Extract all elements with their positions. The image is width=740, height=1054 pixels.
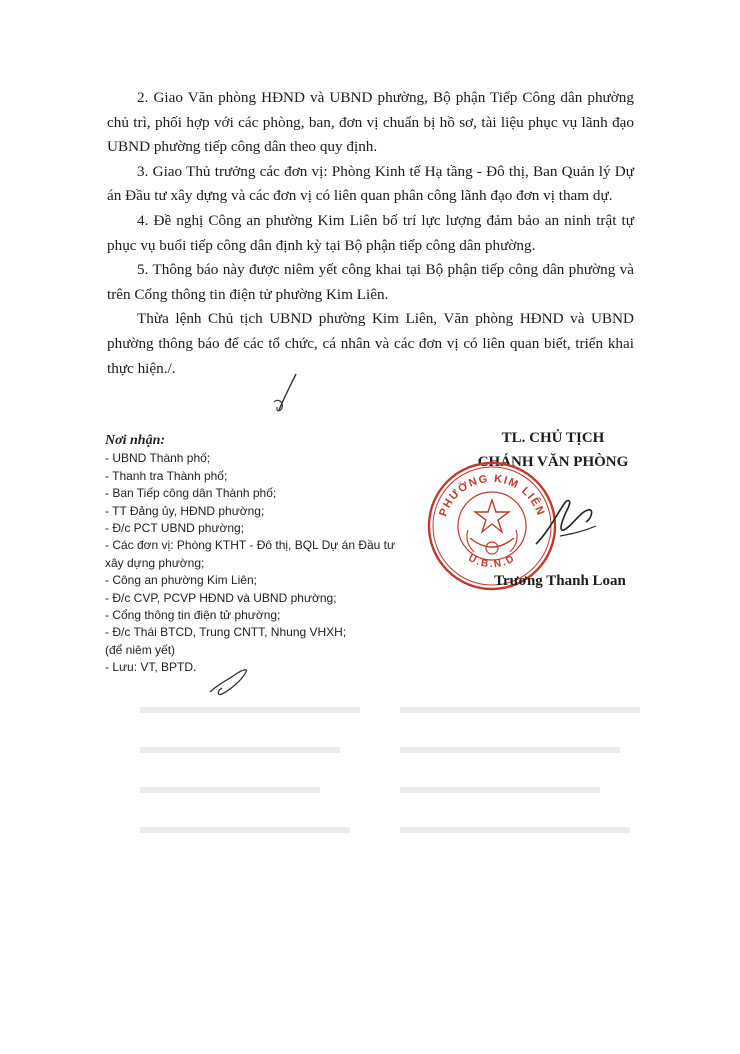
- recipient-item: - Đ/c CVP, PCVP HĐND và UBND phường;: [105, 590, 337, 605]
- seal-text-top: PHƯỜNG KIM LIÊN: [437, 472, 547, 519]
- svg-text:U.B.N.D: [466, 553, 517, 571]
- paragraph-3: 3. Giao Thủ trưởng các đơn vị: Phòng Kinh tế Hạ tầng - Đô thị, Ban Quản lý Dự án Đầu tư xây dựng và các đơn vị có liên quan phân công lãnh đạo đơn vị tham dự.: [107, 162, 634, 205]
- recipient-item: - TT Đảng ủy, HĐND phường;: [105, 503, 265, 518]
- paragraph-2: 2. Giao Văn phòng HĐND và UBND phường, Bộ phận Tiếp Công dân phường chủ trì, phối hợp với các phòng, ban, đơn vị chuẩn bị hồ sơ, tài liệu phục vụ lãnh đạo UBND phường tiếp công dân theo quy định.: [107, 89, 634, 156]
- recipient-item: - Công an phường Kim Liên;: [105, 573, 257, 588]
- recipient-item: - Thanh tra Thành phố;: [105, 468, 228, 483]
- recipient-item: - Lưu: VT, BPTD.: [105, 660, 197, 675]
- recipient-item: (để niêm yết): [105, 642, 176, 657]
- recipients-heading: Nơi nhận:: [105, 433, 166, 448]
- recipient-item: - Ban Tiếp công dân Thành phố;: [105, 486, 277, 501]
- document-body: [107, 86, 634, 381]
- recipients-block: [105, 432, 405, 677]
- initial-mark: [270, 372, 300, 414]
- seal-text-bottom: U.B.N.D: [466, 552, 518, 571]
- reverse-bleed-through: [80, 680, 700, 1000]
- recipient-item: - Đ/c Thái BTCD, Trung CNTT, Nhung VHXH;: [105, 625, 347, 640]
- recipient-item: - UBND Thành phố;: [105, 451, 211, 466]
- recipient-item: - Đ/c PCT UBND phường;: [105, 521, 245, 536]
- paragraph-closing: Thừa lệnh Chủ tịch UBND phường Kim Liên, Văn phòng HĐND và UBND phường thông báo để các tổ chức, cá nhân và các đơn vị có liên quan biết, triển khai thực hiện./.: [107, 310, 634, 377]
- recipient-item: - Các đơn vị: Phòng KTHT - Đô thị, BQL Dự án Đầu tư xây dựng phường;: [105, 538, 396, 570]
- signature-title-line1: TL. CHỦ TỊCH: [501, 430, 605, 446]
- recipients-list: [105, 450, 405, 676]
- signature-title-line2: CHÁNH VĂN PHÒNG: [477, 454, 629, 470]
- handwritten-signature: [530, 492, 600, 552]
- recipient-item: - Cổng thông tin điện tử phường;: [105, 608, 281, 623]
- signer-name: Trương Thanh Loan: [494, 573, 626, 589]
- paragraph-5: 5. Thông báo này được niêm yết công khai tại Bộ phận tiếp công dân phường và trên Cổng thông tin điện tử phường Kim Liên.: [107, 261, 634, 303]
- paragraph-4: 4. Đề nghị Công an phường Kim Liên bố trí lực lượng đảm bảo an ninh trật tự phục vụ buổi tiếp công dân định kỳ tại Bộ phận tiếp công dân phường.: [107, 211, 634, 254]
